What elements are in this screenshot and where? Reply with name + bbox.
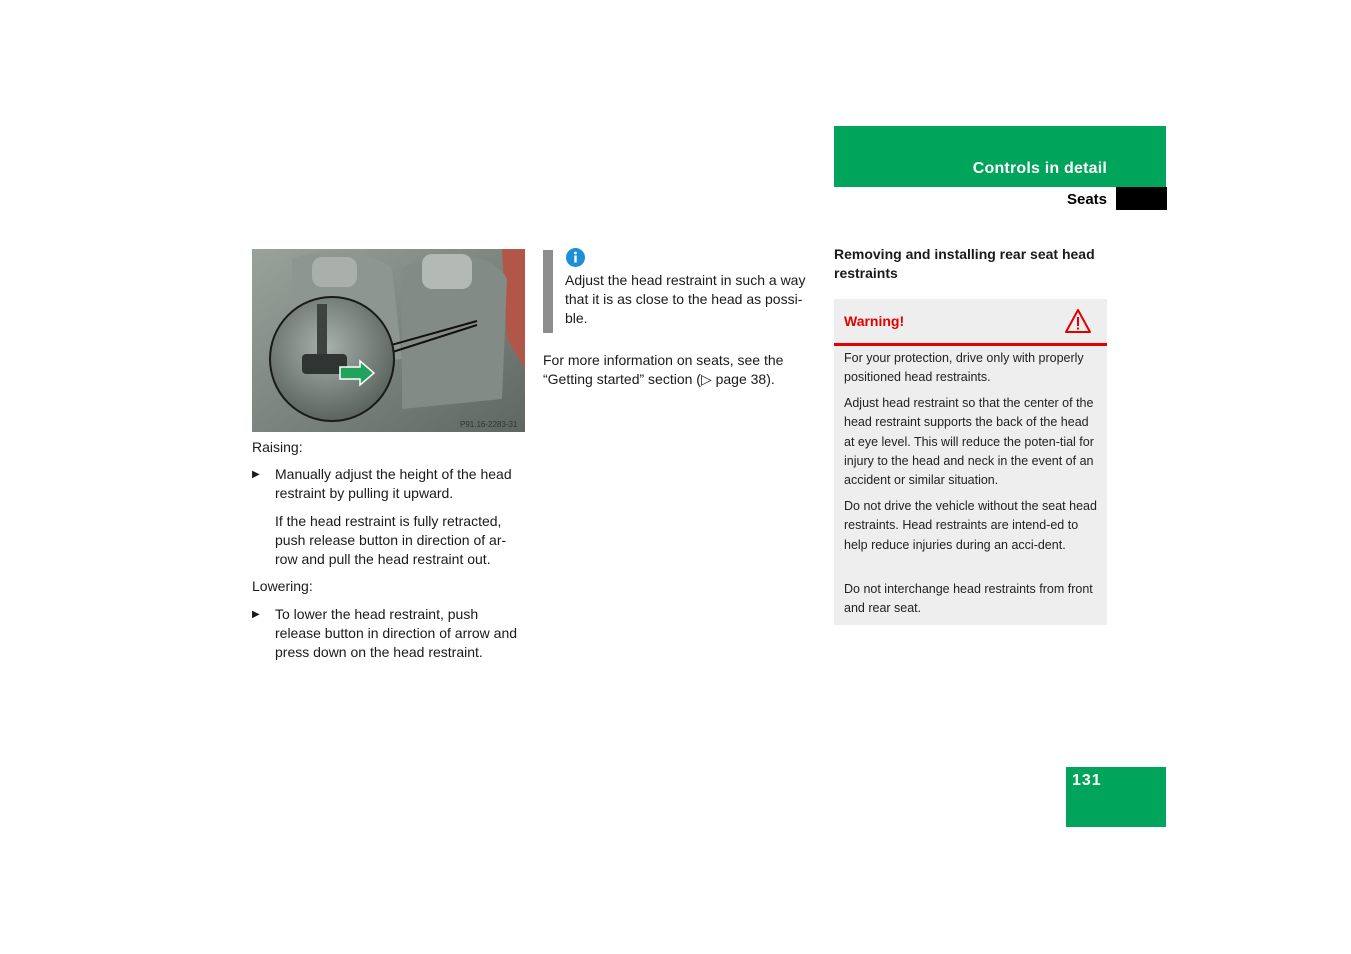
- photo-code: P91.16-2283-31: [460, 420, 518, 429]
- chapter-title: Controls in detail: [972, 160, 1107, 177]
- warning-paragraph-2: Adjust head restraint so that the center of the head restraint supports the back of the head at eye level. This will reduce the poten-tial for injury to the head and neck in the event of an accident or similar situation.: [844, 396, 1094, 488]
- lowering-label: Lowering:: [252, 578, 313, 594]
- note-side-bar: [543, 250, 553, 333]
- section-title: Seats: [1066, 191, 1107, 208]
- section-tab-marker: [1116, 187, 1167, 210]
- warning-triangle-icon: [1064, 308, 1092, 334]
- page-number: 131: [1072, 772, 1102, 789]
- raising-step-1-extra: If the head restraint is fully retracted, push release button in direction of ar-row and pull the head restraint out.: [275, 513, 507, 567]
- raising-step-1-text: Manually adjust the height of the head restraint by pulling it upward.: [275, 466, 512, 501]
- more-info-text: For more information on seats, see the “Getting started” section (▷ page 38).: [543, 352, 784, 387]
- info-icon: [566, 248, 585, 267]
- lowering-step-1-text: To lower the head restraint, push release button in direction of arrow and press down on the head restraint.: [275, 606, 518, 660]
- lowering-step-1: [252, 605, 527, 662]
- raising-step-1: [252, 465, 527, 503]
- warning-paragraph-4: Do not interchange head restraints from front and rear seat.: [844, 582, 1093, 616]
- warning-paragraph-1: For your protection, drive only with properly positioned head restraints.: [844, 351, 1084, 385]
- bullet-triangle-icon: ▶: [252, 609, 260, 620]
- warning-divider: [834, 343, 1107, 346]
- section-heading: Removing and installing rear seat head restraints: [834, 246, 1095, 281]
- warning-title: Warning!: [844, 313, 905, 329]
- warning-paragraph-3: Do not drive the vehicle without the seat head restraints. Head restraints are intend-ed to help reduce injuries during an acci-dent.: [844, 499, 1097, 552]
- head-restraint-photo: [252, 249, 525, 432]
- bullet-triangle-icon: ▶: [252, 469, 260, 480]
- info-note: Adjust the head restraint in such a way that it is as close to the head as possi-ble.: [565, 272, 806, 326]
- raising-label: Raising:: [252, 439, 303, 455]
